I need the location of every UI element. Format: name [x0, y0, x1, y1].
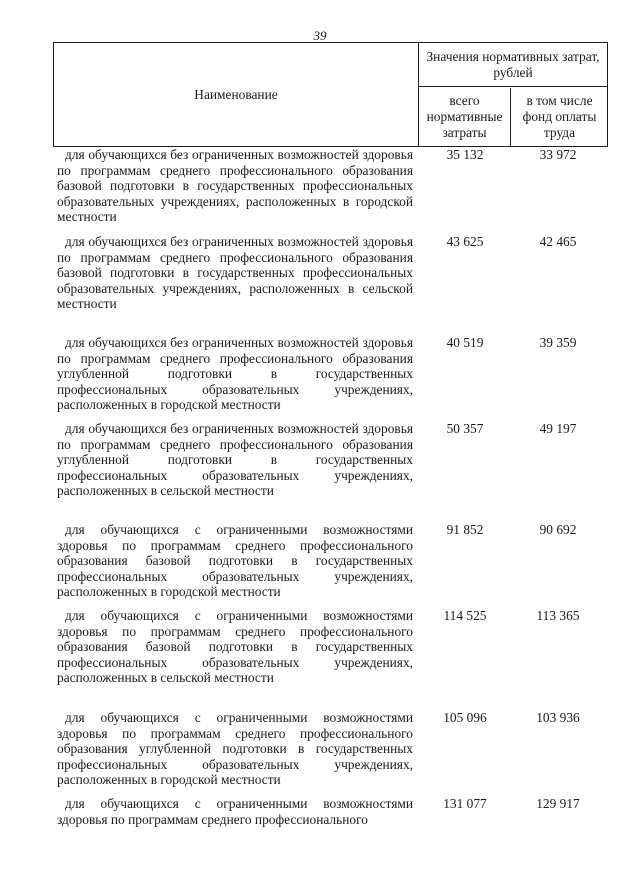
- header-name-column: Наименование: [54, 43, 419, 146]
- row-description: для обучающихся без ограниченных возможностей здоровья по программам среднего профессионального образования базовой подготовки в государственных профессиональных образовательных учреждениях, расположенных в сельской местности: [57, 234, 413, 312]
- header-values-group: Значения нормативных затрат, рублей: [419, 43, 607, 87]
- row-salary-value: 39 359: [539, 335, 577, 350]
- row-total-value: 105 096: [443, 710, 487, 725]
- row-salary-value: 90 692: [539, 522, 577, 537]
- row-total-value: 40 519: [446, 335, 484, 350]
- row-total-value: 35 132: [446, 147, 484, 162]
- row-description: для обучающихся с ограниченными возможностями здоровья по программам среднего профессионального: [57, 796, 413, 827]
- row-salary-value: 103 936: [536, 710, 580, 725]
- row-total-value: 91 852: [446, 522, 484, 537]
- row-total-value: 131 077: [443, 796, 487, 811]
- row-salary-value: 49 197: [539, 421, 577, 436]
- table-header: [53, 42, 608, 147]
- row-salary-value: 33 972: [539, 147, 577, 162]
- row-salary-value: 42 465: [539, 234, 577, 249]
- row-salary-value: 129 917: [536, 796, 580, 811]
- header-total-costs: всего нормативные затраты: [419, 88, 511, 146]
- row-total-value: 43 625: [446, 234, 484, 249]
- row-description: для обучающихся с ограниченными возможностями здоровья по программам среднего профессионального образования углубленной подготовки в государственных профессиональных образовательных учреждениях, расположенных в городской местности: [57, 710, 413, 788]
- header-salary-fund: в том числе фонд оплаты труда: [522, 93, 597, 140]
- row-description: для обучающихся с ограниченными возможностями здоровья по программам среднего профессионального образования базовой подготовки в государственных профессиональных образовательных учреждениях, расположенных в сельской местности: [57, 608, 413, 686]
- row-total-value: 50 357: [446, 421, 484, 436]
- row-salary-value: 113 365: [536, 608, 580, 623]
- row-description: для обучающихся с ограниченными возможностями здоровья по программам среднего профессионального образования базовой подготовки в государственных профессиональных образовательных учреждениях, расположенных в городской местности: [57, 522, 413, 600]
- row-description: для обучающихся без ограниченных возможностей здоровья по программам среднего профессионального образования базовой подготовки в государственных профессиональных образовательных учреждениях, расположенных в городской местности: [57, 147, 413, 225]
- row-description: для обучающихся без ограниченных возможностей здоровья по программам среднего профессионального образования углубленной подготовки в государственных профессиональных образовательных учреждениях, расположенных в сельской местности: [57, 421, 413, 499]
- page-number: 39: [313, 28, 327, 43]
- row-description: для обучающихся без ограниченных возможностей здоровья по программам среднего профессионального образования углубленной подготовки в государственных профессиональных образовательных учреждениях, расположенных в городской местности: [57, 335, 413, 413]
- row-total-value: 114 525: [443, 608, 487, 623]
